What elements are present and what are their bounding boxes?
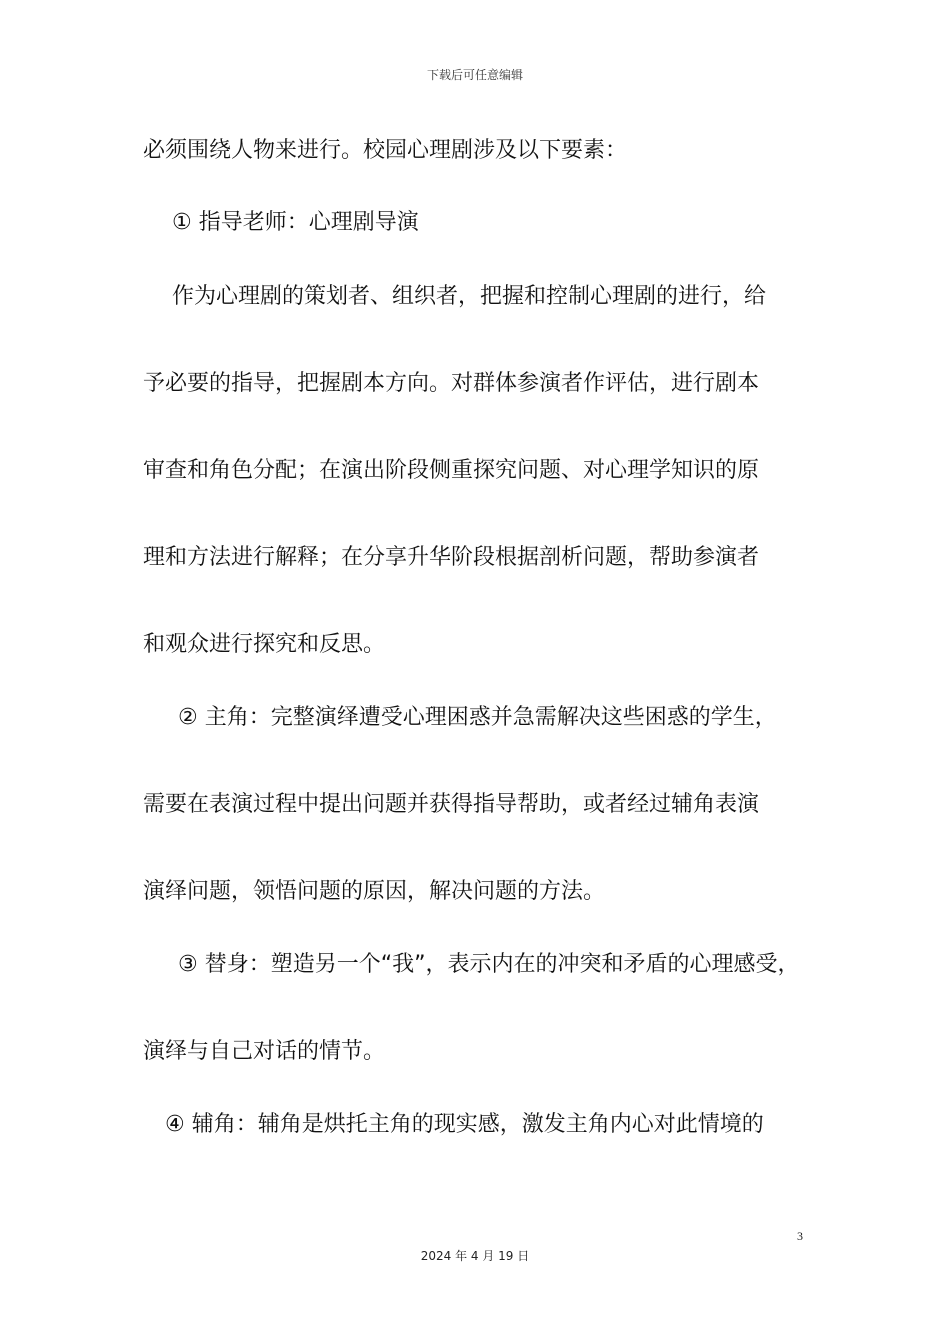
body-line-9: 需要在表演过程中提出问题并获得指导帮助，或者经过辅角表演 — [143, 792, 760, 817]
body-line-7: 和观众进行探究和反思。 — [143, 632, 386, 657]
body-line-10: 演绎问题，领悟问题的原因，解决问题的方法。 — [143, 879, 606, 904]
body-line-3: 作为心理剧的策划者、组织者，把握和控制心理剧的进行，给 — [172, 284, 767, 309]
body-line-11: ③ 替身：塑造另一个“我”，表示内在的冲突和矛盾的心理感受， — [178, 952, 800, 977]
body-line-5: 审查和角色分配；在演出阶段侧重探究问题、对心理学知识的原 — [143, 458, 760, 483]
page-header: 下载后可任意编辑 — [426, 68, 523, 82]
body-line-6: 理和方法进行解释；在分享升华阶段根据剖析问题，帮助参演者 — [143, 545, 760, 570]
body-line-12: 演绎与自己对话的情节。 — [143, 1039, 386, 1064]
body-line-2: ① 指导老师：心理剧导演 — [172, 210, 419, 235]
footer-date: 2024 年 4 月 19 日 — [420, 1249, 530, 1263]
body-line-1: 必须围绕人物来进行。校园心理剧涉及以下要素： — [143, 138, 628, 163]
body-line-8: ② 主角：完整演绎遭受心理困惑并急需解决这些困惑的学生， — [178, 705, 777, 730]
body-line-4: 予必要的指导，把握剧本方向。对群体参演者作评估，进行剧本 — [143, 371, 760, 396]
body-line-13: ④ 辅角：辅角是烘托主角的现实感，激发主角内心对此情境的 — [165, 1112, 764, 1137]
page-number: 3 — [797, 1229, 803, 1243]
